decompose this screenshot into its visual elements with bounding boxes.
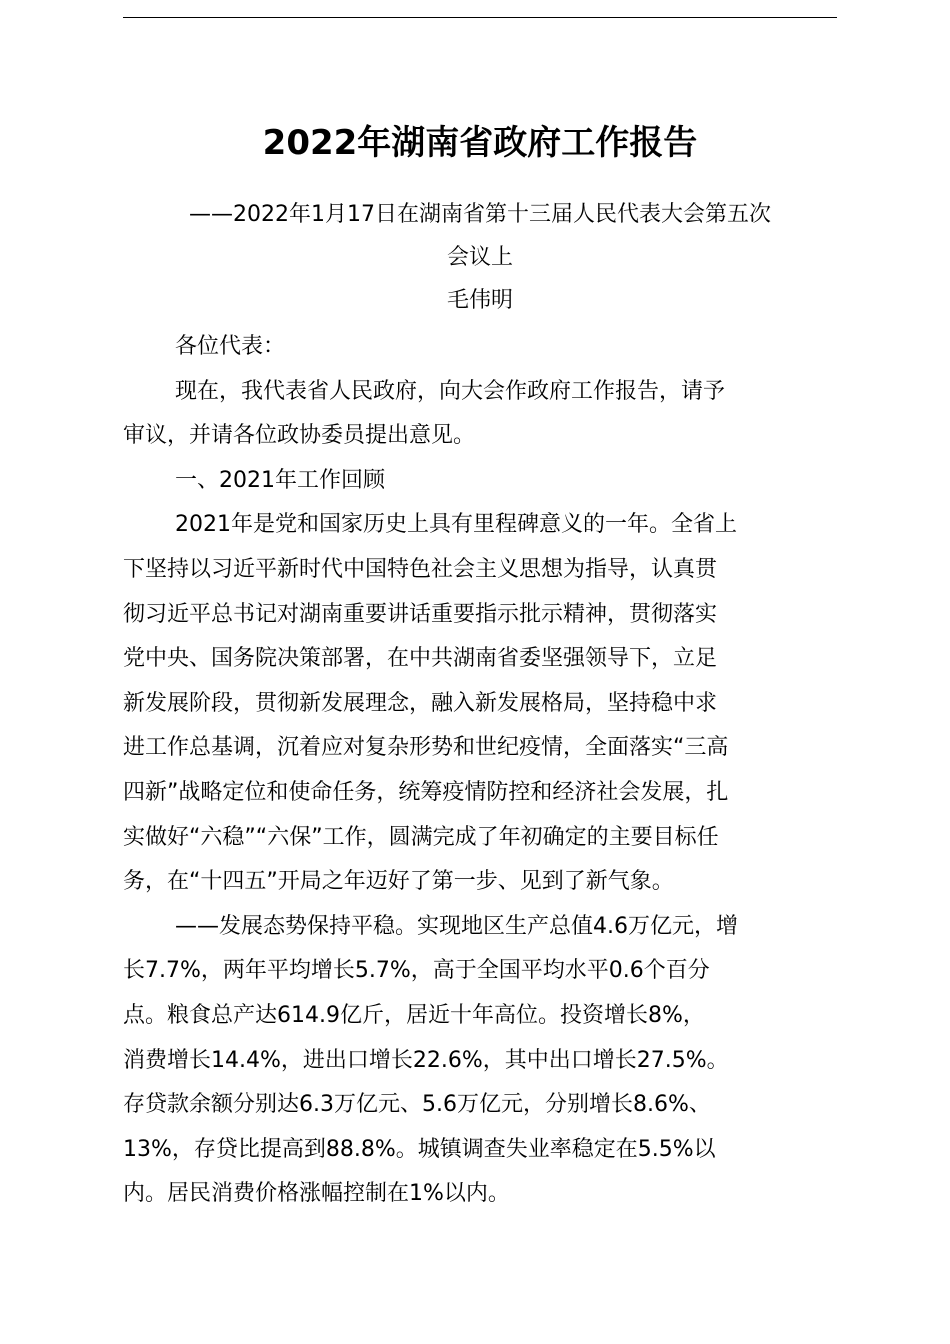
paragraph-line: 彻习近平总书记对湖南重要讲话重要指示批示精神，贯彻落实	[123, 601, 718, 627]
paragraph-line: 点。粮食总产达614.9亿斤，居近十年高位。投资增长8%，	[123, 1002, 705, 1028]
paragraph-line: 进工作总基调，沉着应对复杂形势和世纪疫情，全面落实“三高	[123, 735, 729, 761]
section-heading	[123, 459, 863, 504]
subtitle-line: ——2022年1月17日在湖南省第十三届人民代表大会第五次	[189, 202, 771, 227]
paragraph-line: 存贷款余额分别达6.3万亿元、5.6万亿元，分别增长8.6%、	[123, 1092, 711, 1118]
salutation: 各位代表：	[175, 334, 286, 359]
paragraph-line: 内。居民消费价格涨幅控制在1%以内。	[123, 1181, 510, 1207]
paragraph-line: 实做好“六稳”“六保”工作，圆满完成了年初确定的主要目标任	[123, 824, 719, 850]
paragraph-line: 四新”战略定位和使命任务，统筹疫情防控和经济社会发展，扎	[123, 779, 729, 805]
paragraph-review	[123, 503, 863, 904]
header-rule	[123, 17, 837, 18]
paragraph-line: 13%，存贷比提高到88.8%。城镇调查失业率稳定在5.5%以	[123, 1136, 716, 1162]
document-body	[123, 325, 863, 1217]
document-title: 2022年湖南省政府工作报告	[262, 123, 698, 163]
paragraph-line: ——发展态势保持平稳。实现地区生产总值4.6万亿元，增	[175, 913, 738, 939]
section-heading-text: 一、2021年工作回顾	[175, 467, 385, 493]
paragraph-line: 审议，并请各位政协委员提出意见。	[123, 423, 476, 449]
paragraph-development	[123, 905, 863, 1217]
paragraph-line: 长7.7%，两年平均增长5.7%，高于全国平均水平0.6个百分	[123, 958, 710, 984]
author-name: 毛伟明	[446, 288, 513, 313]
paragraph-line: 2021年是党和国家历史上具有里程碑意义的一年。全省上	[175, 512, 737, 538]
subtitle-block	[103, 193, 857, 322]
paragraph-line: 党中央、国务院决策部署，在中共湖南省委坚强领导下，立足	[123, 646, 718, 672]
paragraph-line: 务，在“十四五”开局之年迈好了第一步、见到了新气象。	[123, 869, 674, 895]
paragraph-intro	[123, 370, 863, 459]
paragraph-line: 新发展阶段，贯彻新发展理念，融入新发展格局，坚持稳中求	[123, 690, 718, 716]
paragraph-line: 下坚持以习近平新时代中国特色社会主义思想为指导，认真贯	[123, 556, 718, 582]
paragraph-line: 消费增长14.4%，进出口增长22.6%，其中出口增长27.5%。	[123, 1047, 729, 1073]
paragraph-line: 现在，我代表省人民政府，向大会作政府工作报告，请予	[175, 378, 726, 404]
subtitle-line: 会议上	[446, 245, 513, 270]
